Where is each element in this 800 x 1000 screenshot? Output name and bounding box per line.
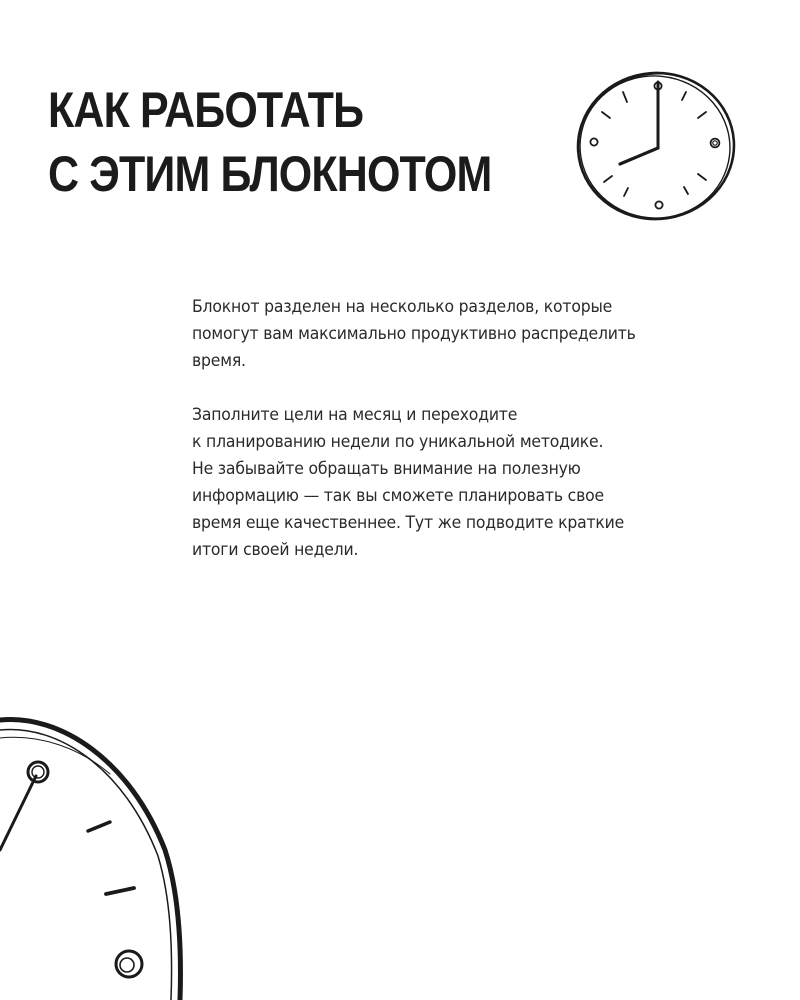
clock-icon: [568, 66, 740, 224]
page-title: [48, 78, 491, 206]
paragraph-instructions: [192, 402, 707, 564]
text-line: к планированию недели по уникальной методике.: [192, 432, 604, 452]
text-line: Блокнот разделен на несколько разделов, которые: [192, 297, 613, 317]
text-line: время.: [192, 351, 246, 371]
title-line-2: С ЭТИМ БЛОКНОТОМ: [48, 146, 492, 202]
text-line: информацию — так вы сможете планировать свое: [192, 486, 604, 506]
text-line: итоги своей недели.: [192, 540, 359, 560]
text-line: помогут вам максимально продуктивно распределить: [192, 324, 636, 344]
text-line: Не забывайте обращать внимание на полезную: [192, 459, 581, 479]
title-line-1: КАК РАБОТАТЬ: [48, 82, 364, 138]
text-line: время еще качественнее. Тут же подводите краткие: [192, 513, 625, 533]
paragraph-intro: [192, 294, 707, 375]
text-line: Заполните цели на месяц и переходите: [192, 405, 518, 425]
body-text: [192, 294, 707, 591]
partial-clock-icon: [0, 700, 200, 1000]
